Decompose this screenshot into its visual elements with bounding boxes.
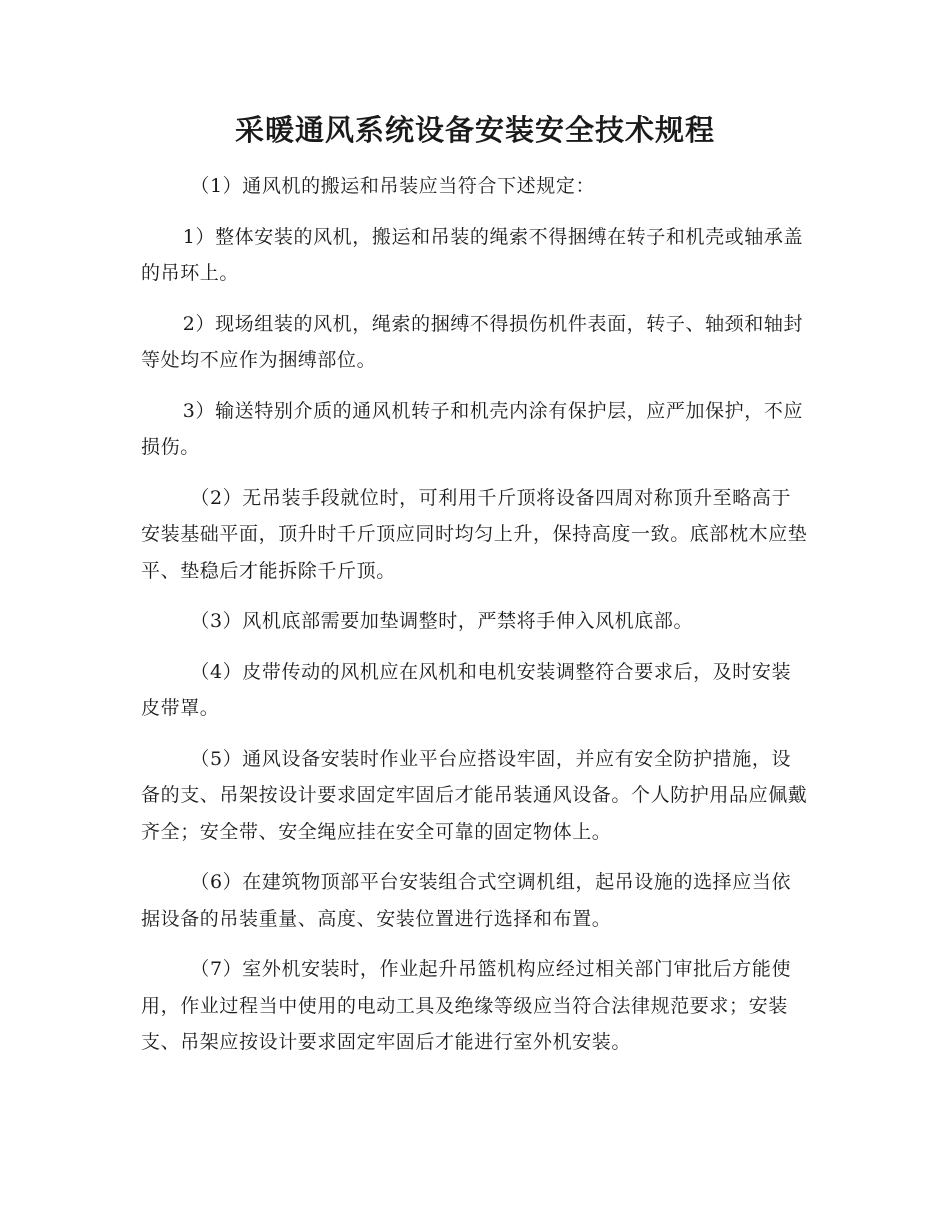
document-body	[141, 168, 809, 1075]
paragraph-4: （4）皮带传动的风机应在风机和电机安装调整符合要求后，及时安装皮带罩。	[141, 660, 792, 719]
paragraph-2: （2）无吊装手段就位时，可利用千斤顶将设备四周对称顶升至略高于安装基础平面，顶升时千斤顶应同时均匀上升，保持高度一致。底部枕木应垫平、垫稳后才能拆除千斤顶。	[141, 486, 808, 582]
paragraph-1: （1）通风机的搬运和吊装应当符合下述规定：	[190, 175, 596, 197]
paragraph-6: （6）在建筑物顶部平台安装组合式空调机组，起吊设施的选择应当依据设备的吊装重量、高度、安装位置进行选择和布置。	[141, 871, 792, 930]
paragraph-5: （5）通风设备安装时作业平台应搭设牢固，并应有安全防护措施，设备的支、吊架按设计要求固定牢固后才能吊装通风设备。个人防护用品应佩戴齐全；安全带、安全绳应挂在安全可靠的固定物体上。	[141, 747, 808, 843]
document-title: 采暖通风系统设备安装安全技术规程	[234, 113, 715, 147]
paragraph-3: （3）风机底部需要加垫调整时，严禁将手伸入风机底部。	[190, 610, 694, 632]
paragraph-1-3: 3）输送特别介质的通风机转子和机壳内涂有保护层，应严加保护，不应损伤。	[141, 399, 804, 458]
paragraph-1-1: 1）整体安装的风机，搬运和吊装的绳索不得捆缚在转子和机壳或轴承盖的吊环上。	[141, 225, 804, 284]
paragraph-7: （7）室外机安装时，作业起升吊篮机构应经过相关部门审批后方能使用，作业过程当中使用的电动工具及绝缘等级应当符合法律规范要求；安装支、吊架应按设计要求固定牢固后才能进行室外机安装。	[141, 958, 792, 1053]
paragraph-1-2: 2）现场组装的风机，绳索的捆缚不得损伤机件表面，转子、轴颈和轴封等处均不应作为捆缚部位。	[141, 312, 804, 371]
